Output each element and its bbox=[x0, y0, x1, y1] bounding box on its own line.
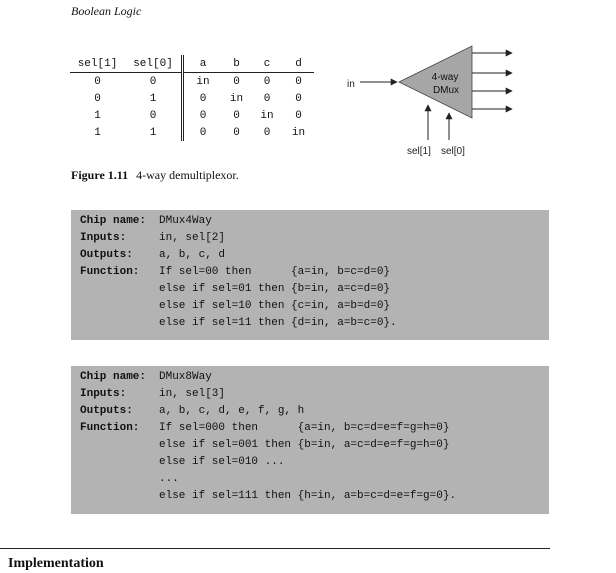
spec-text: in, sel[3] bbox=[159, 388, 226, 400]
cell: 0 bbox=[233, 109, 240, 122]
section-rule bbox=[0, 548, 550, 549]
sel0-label: sel[0] bbox=[441, 146, 465, 157]
spec-line bbox=[80, 388, 225, 405]
chip-label-line1: 4-way bbox=[431, 72, 459, 83]
col-a: a bbox=[183, 55, 223, 73]
spec-line bbox=[80, 405, 304, 422]
chip-spec-dmux8way bbox=[71, 366, 549, 514]
spec-text: If sel=000 then {a=in, b=c=d=e=f=g=h=0} bbox=[159, 422, 450, 434]
spec-label: Function: bbox=[80, 266, 140, 278]
cell: in bbox=[260, 109, 274, 122]
cell: 0 bbox=[263, 126, 271, 139]
dmux-diagram bbox=[330, 38, 530, 162]
section-heading: Implementation bbox=[8, 556, 104, 571]
cell: 0 bbox=[295, 109, 302, 122]
spec-line bbox=[80, 439, 449, 456]
table-row bbox=[70, 107, 314, 124]
cell: in bbox=[229, 92, 244, 105]
chip-spec-dmux4way bbox=[71, 210, 549, 340]
spec-line bbox=[80, 249, 225, 266]
spec-line bbox=[80, 456, 284, 473]
cell: 0 bbox=[149, 75, 157, 88]
spec-line bbox=[80, 371, 212, 388]
cell: 0 bbox=[94, 75, 101, 88]
cell: 0 bbox=[199, 92, 207, 105]
table-row bbox=[70, 90, 314, 107]
chip-label-line2: DMux bbox=[432, 85, 460, 96]
spec-text: If sel=00 then {a=in, b=c=d=0} bbox=[159, 266, 391, 278]
cell: 1 bbox=[149, 92, 157, 105]
spec-line bbox=[80, 490, 456, 507]
spec-line bbox=[80, 232, 225, 249]
figure-caption-text: 4-way demultiplexor. bbox=[136, 168, 239, 182]
truth-table bbox=[70, 55, 314, 141]
spec-line bbox=[80, 300, 390, 317]
col-sel1: sel[1] bbox=[70, 55, 125, 73]
spec-label: Chip name: bbox=[80, 371, 147, 383]
col-sel0: sel[0] bbox=[125, 55, 181, 73]
cell: 1 bbox=[94, 126, 101, 139]
spec-label: Inputs: bbox=[80, 232, 127, 244]
cell: 0 bbox=[199, 109, 207, 122]
spec-line bbox=[80, 473, 179, 490]
spec-text: a, b, c, d bbox=[159, 249, 226, 261]
cell: 0 bbox=[295, 75, 302, 88]
spec-label: Outputs: bbox=[80, 249, 133, 261]
truth-table-header bbox=[70, 55, 314, 73]
cell: 0 bbox=[233, 75, 240, 88]
figure-caption bbox=[71, 168, 239, 183]
running-header: Boolean Logic bbox=[71, 4, 142, 18]
cell: 0 bbox=[94, 92, 101, 105]
spec-text: else if sel=01 then {b=in, a=c=d=0} bbox=[159, 283, 391, 295]
diagram-input-label: in bbox=[347, 79, 355, 90]
spec-text: else if sel=010 ... bbox=[159, 456, 285, 468]
cell: 0 bbox=[295, 92, 302, 105]
col-b: b bbox=[222, 55, 251, 73]
spec-label: Outputs: bbox=[80, 405, 133, 417]
cell: 0 bbox=[149, 109, 157, 122]
cell: 0 bbox=[263, 92, 271, 105]
spec-label: Function: bbox=[80, 422, 140, 434]
col-d: d bbox=[283, 55, 314, 73]
spec-line bbox=[80, 283, 390, 300]
spec-text: else if sel=11 then {d=in, a=b=c=0}. bbox=[159, 317, 397, 329]
spec-text: else if sel=001 then {b=in, a=c=d=e=f=g=h=0} bbox=[159, 439, 450, 451]
cell: 1 bbox=[149, 126, 157, 139]
spec-line bbox=[80, 422, 449, 439]
spec-line bbox=[80, 266, 390, 283]
cell: in bbox=[291, 126, 306, 139]
cell: 0 bbox=[233, 126, 240, 139]
spec-text: else if sel=10 then {c=in, a=b=d=0} bbox=[159, 300, 391, 312]
spec-text: ... bbox=[159, 473, 179, 485]
sel1-label: sel[1] bbox=[407, 146, 431, 157]
table-row bbox=[70, 124, 314, 141]
spec-line bbox=[80, 317, 397, 334]
spec-text: DMux8Way bbox=[159, 371, 212, 383]
figure-number: Figure 1.11 bbox=[71, 168, 129, 182]
cell: 0 bbox=[199, 126, 207, 139]
cell: 0 bbox=[263, 75, 271, 88]
spec-label: Inputs: bbox=[80, 388, 127, 400]
spec-text: a, b, c, d, e, f, g, h bbox=[159, 405, 305, 417]
table-row bbox=[70, 73, 314, 91]
spec-line bbox=[80, 215, 212, 232]
cell: 1 bbox=[94, 109, 101, 122]
spec-text: else if sel=111 then {h=in, a=b=c=d=e=f=g=0}. bbox=[159, 490, 457, 502]
cell: in bbox=[196, 75, 210, 88]
spec-text: in, sel[2] bbox=[159, 232, 226, 244]
spec-label: Chip name: bbox=[80, 215, 147, 227]
spec-text: DMux4Way bbox=[159, 215, 212, 227]
col-c: c bbox=[251, 55, 283, 73]
